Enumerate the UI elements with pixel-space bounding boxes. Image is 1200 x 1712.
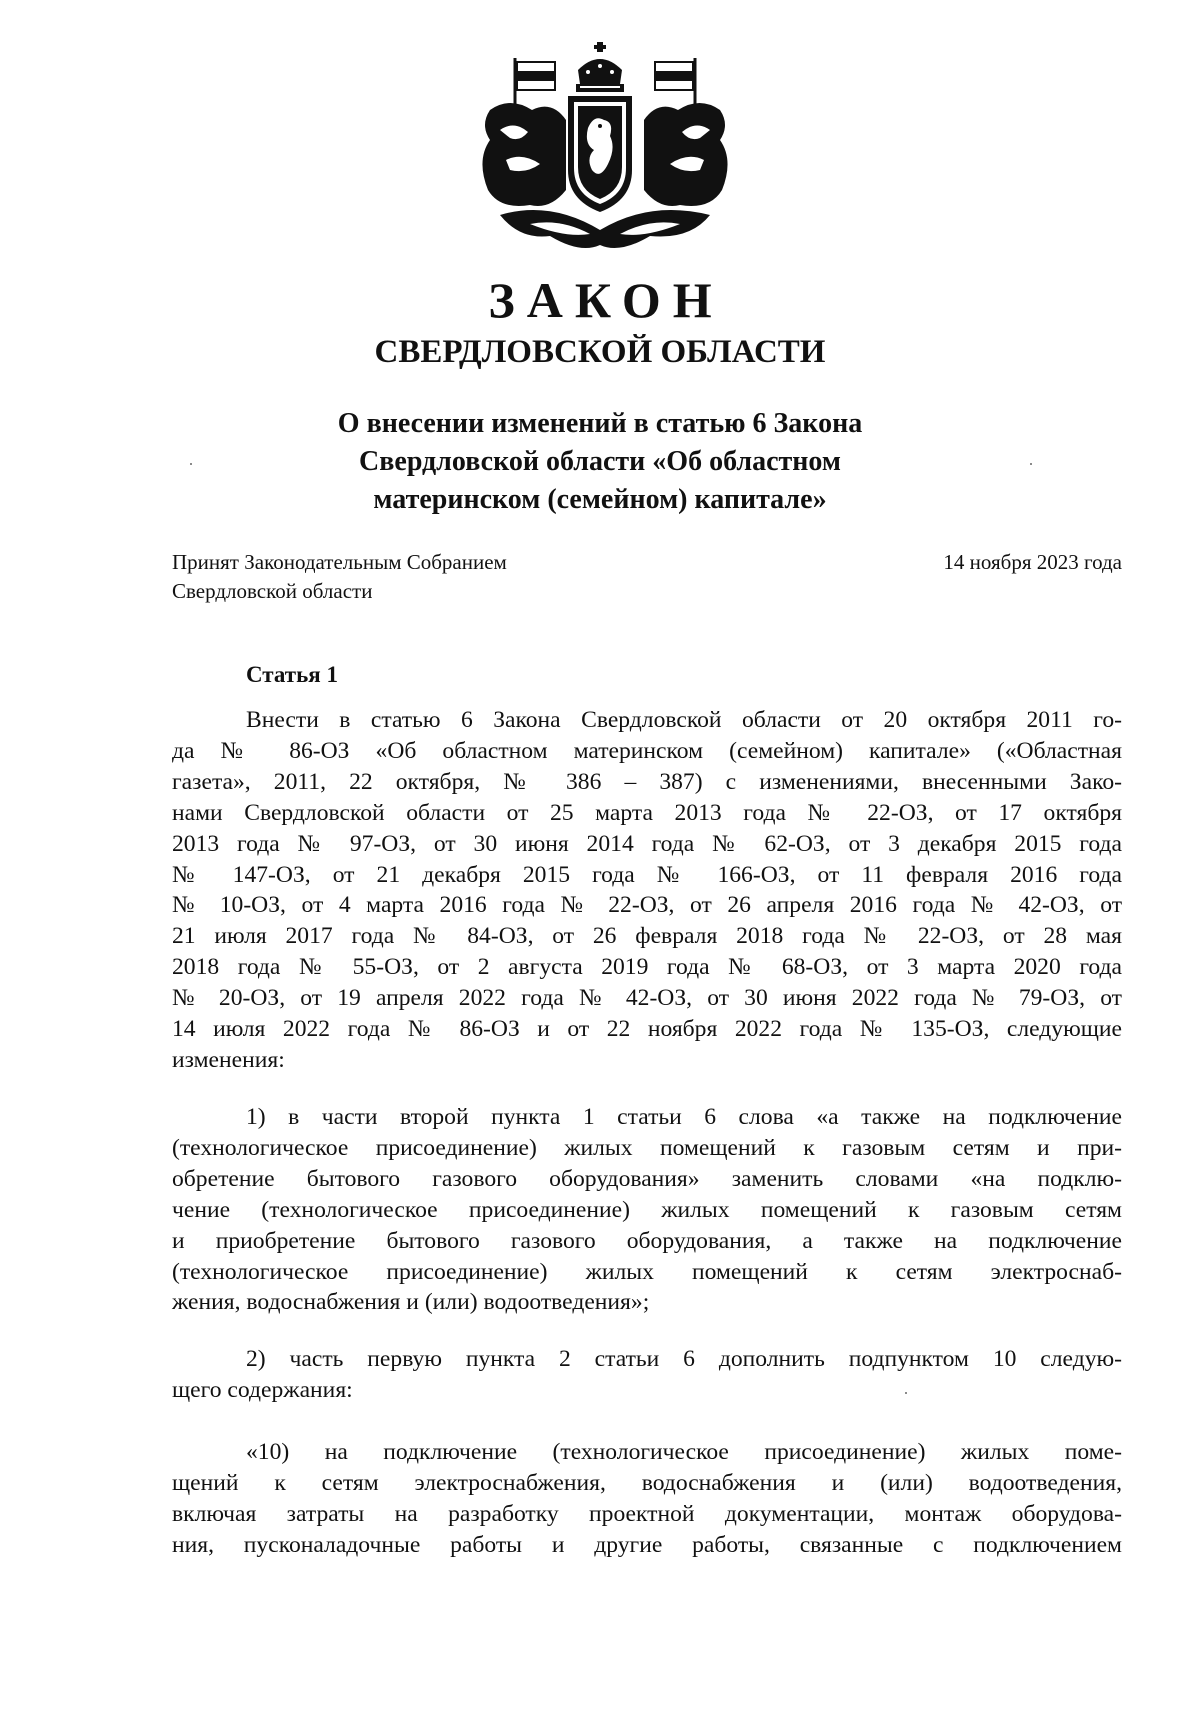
text-line: № 20-ОЗ, от 19 апреля 2022 года № 42-ОЗ, от 30 июня 2022 года № 79-ОЗ, от xyxy=(172,985,1122,1012)
text-line: 14 июля 2022 года № 86-ОЗ и от 22 ноября 2022 года № 135-ОЗ, следующие xyxy=(172,1016,1122,1043)
text-line: 21 июля 2017 года № 84-ОЗ, от 26 февраля 2018 года № 22-ОЗ, от 28 мая xyxy=(172,923,1122,950)
text-line: жения, водоснабжения и (или) водоотведения»; xyxy=(172,1289,650,1316)
scan-speck xyxy=(1030,463,1032,465)
article-item-1 xyxy=(172,1102,1122,1318)
text-line: обретение бытового газового оборудования» заменить словами «на подклю- xyxy=(172,1165,1122,1192)
text-line: и приобретение бытового газового оборудования, а также на подключение xyxy=(172,1227,1122,1254)
text-line: (технологическое присоединение) жилых помещений к сетям электроснаб- xyxy=(172,1258,1122,1285)
text-line: чение (технологическое присоединение) жилых помещений к газовым сетям xyxy=(172,1196,1122,1223)
article-intro-paragraph xyxy=(172,705,1122,1076)
adoption-line: Принят Законодательным Собранием xyxy=(172,550,507,574)
law-title-line: материнском (семейном) капитале» xyxy=(373,484,827,515)
article-item-2 xyxy=(172,1344,1122,1406)
adoption-line: Свердловской области xyxy=(172,579,373,603)
text-line: (технологическое присоединение) жилых помещений к газовым сетям и при- xyxy=(172,1134,1122,1161)
adoption-authority xyxy=(172,548,507,606)
text-line: ния, пусконаладочные работы и другие работы, связанные с подключением xyxy=(172,1531,1122,1558)
document-type-heading: ЗАКОН xyxy=(488,272,724,328)
law-title-line: О внесении изменений в статью 6 Закона xyxy=(337,408,863,439)
coat-of-arms-emblem xyxy=(470,40,740,255)
region-heading: СВЕРДЛОВСКОЙ ОБЛАСТИ xyxy=(374,334,826,370)
text-line: 2) часть первую пункта 2 статьи 6 дополнить подпунктом 10 следую- xyxy=(246,1346,1122,1372)
text-line: газета», 2011, 22 октября, № 386 – 387) с изменениями, внесенными Зако- xyxy=(172,768,1122,795)
adoption-date: 14 ноября 2023 года xyxy=(943,550,1122,574)
text-line: 2013 года № 97-ОЗ, от 30 июня 2014 года № 62-ОЗ, от 3 декабря 2015 года xyxy=(172,830,1122,857)
text-line: щего содержания: xyxy=(172,1376,353,1403)
law-title xyxy=(0,405,1200,519)
text-line: 1) в части второй пункта 1 статьи 6 слова «а также на подключение xyxy=(246,1104,1122,1130)
text-line: изменения: xyxy=(172,1046,285,1073)
text-line: щений к сетям электроснабжения, водоснабжения и (или) водоотведения, xyxy=(172,1469,1122,1496)
scan-speck xyxy=(190,463,192,465)
text-line: нами Свердловской области от 25 марта 2013 года № 22-ОЗ, от 17 октября xyxy=(172,799,1122,826)
article-quoted-subitem xyxy=(172,1437,1122,1561)
text-line: включая затраты на разработку проектной документации, монтаж оборудова- xyxy=(172,1500,1122,1527)
text-line: да № 86-ОЗ «Об областном материнском (семейном) капитале» («Областная xyxy=(172,737,1122,764)
article-heading: Статья 1 xyxy=(246,662,338,687)
text-line: № 10-ОЗ, от 4 марта 2016 года № 22-ОЗ, от 26 апреля 2016 года № 42-ОЗ, от xyxy=(172,892,1122,919)
text-line: 2018 года № 55-ОЗ, от 2 августа 2019 года № 68-ОЗ, от 3 марта 2020 года xyxy=(172,954,1122,981)
law-title-line: Свердловской области «Об областном xyxy=(359,446,841,477)
scan-speck xyxy=(905,1392,907,1394)
text-line: № 147-ОЗ, от 21 декабря 2015 года № 166-ОЗ, от 11 февраля 2016 года xyxy=(172,861,1122,888)
text-line: Внести в статью 6 Закона Свердловской области от 20 октября 2011 го- xyxy=(246,707,1122,733)
text-line: «10) на подключение (технологическое присоединение) жилых поме- xyxy=(246,1439,1122,1465)
